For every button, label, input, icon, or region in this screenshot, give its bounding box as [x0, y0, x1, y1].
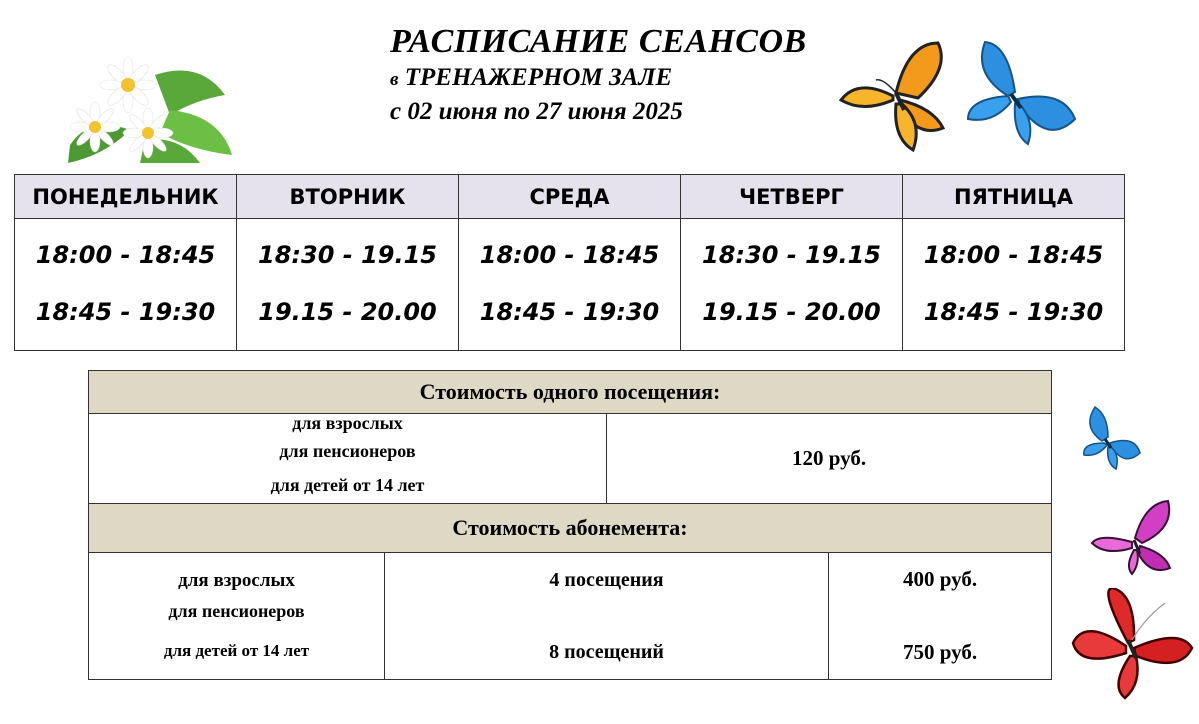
red-butterfly-icon: [1070, 588, 1195, 700]
prices-table: [88, 370, 1052, 680]
visits-4: 4 посещения: [549, 569, 664, 591]
day-header: ПОНЕДЕЛЬНИК: [15, 175, 237, 219]
session-time: 18:00 - 18:45: [35, 241, 216, 269]
visits-8: 8 посещений: [549, 641, 664, 663]
group-adults: для взрослых: [178, 570, 295, 591]
day-header: ВТОРНИК: [237, 175, 459, 219]
page-title: РАСПИСАНИЕ СЕАНСОВ: [390, 23, 807, 60]
header: [390, 22, 807, 128]
group-children: для детей от 14 лет: [163, 641, 310, 660]
pink-butterfly-icon: [1090, 498, 1175, 576]
session-time: 18:30 - 19.15: [258, 241, 437, 269]
schedule-header-row: [15, 175, 1125, 219]
day-header: СРЕДА: [459, 175, 681, 219]
orange-butterfly-icon: [838, 38, 953, 153]
blue-butterfly-icon: [963, 34, 1078, 149]
price-4: 400 руб.: [902, 567, 978, 591]
date-range: с 02 июня по 27 июня 2025: [390, 98, 683, 125]
page-subtitle: [390, 62, 807, 96]
day-sessions-cell: [681, 219, 903, 351]
subscription-groups-cell: [89, 553, 385, 680]
subscription-row: [89, 553, 1052, 680]
chamomile-flowers-icon: [60, 55, 235, 167]
group-adults: для взрослых: [292, 412, 403, 433]
day-sessions-cell: [15, 219, 237, 351]
small-blue-butterfly-icon: [1080, 405, 1142, 470]
single-visit-price: 120 руб.: [607, 414, 1052, 504]
day-sessions-cell: [903, 219, 1125, 351]
subscription-visits-cell: [385, 553, 829, 680]
day-sessions-cell: [237, 219, 459, 351]
single-visit-row: [89, 414, 1052, 504]
price-8: 750 руб.: [902, 640, 978, 664]
group-children: для детей от 14 лет: [270, 474, 425, 495]
day-header: ПЯТНИЦА: [903, 175, 1125, 219]
subscription-prices-cell: [829, 553, 1052, 680]
session-time: 18:00 - 18:45: [479, 241, 660, 269]
day-sessions-cell: [459, 219, 681, 351]
session-time: 18:45 - 19:30: [923, 298, 1104, 326]
session-time: 18:00 - 18:45: [923, 241, 1104, 269]
single-visit-header-row: [89, 371, 1052, 414]
session-time: 18:45 - 19:30: [35, 298, 216, 326]
group-pensioners: для пенсионеров: [279, 440, 416, 461]
session-time: 18:45 - 19:30: [479, 298, 660, 326]
subtitle-prefix: в: [390, 69, 399, 90]
schedule-times-row: [15, 219, 1125, 351]
schedule-table: [14, 174, 1125, 351]
group-pensioners: для пенсионеров: [168, 601, 305, 621]
subscription-header-row: [89, 504, 1052, 553]
session-time: 18:30 - 19.15: [702, 241, 881, 269]
session-time: 19.15 - 20.00: [258, 298, 437, 326]
subscription-title: Стоимость абонемента:: [89, 504, 1052, 553]
day-header: ЧЕТВЕРГ: [681, 175, 903, 219]
single-visit-groups-cell: [89, 414, 607, 504]
session-time: 19.15 - 20.00: [702, 298, 881, 326]
subtitle-location: ТРЕНАЖЕРНОМ ЗАЛЕ: [404, 64, 673, 91]
single-visit-title: Стоимость одного посещения:: [89, 371, 1052, 414]
